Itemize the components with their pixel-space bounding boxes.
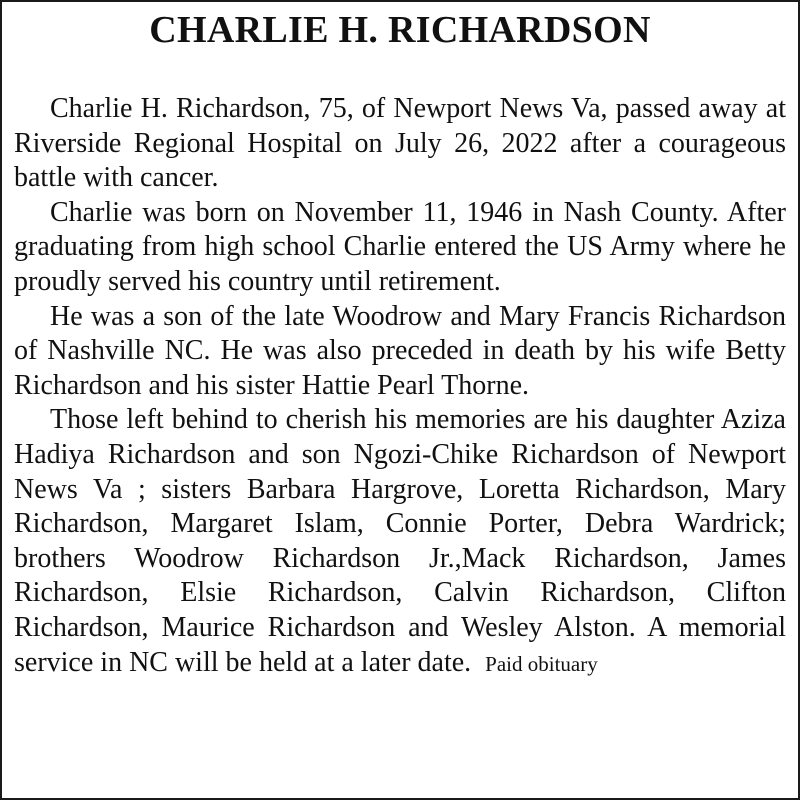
paragraph-survivors: [14, 403, 786, 681]
paragraph-family-preceded: He was a son of the late Woodrow and Mary Francis Richardson of Nashville NC. He was also preceded in death by his wife Betty Richardson and his sister Hattie Pearl Thorne.: [14, 300, 786, 401]
obituary-title: CHARLIE H. RICHARDSON: [149, 9, 651, 51]
obituary-body: [14, 92, 786, 681]
paragraph-early-life: Charlie was born on November 11, 1946 in Nash County. After graduating from high school Charlie entered the US Army where he proudly served his country until retirement.: [14, 196, 786, 297]
paragraph-announcement: Charlie H. Richardson, 75, of Newport News Va, passed away at Riverside Regional Hospital on July 26, 2022 after a courageous battle with cancer.: [14, 93, 786, 194]
paid-obituary-label: Paid obituary: [485, 651, 598, 676]
survivors-text: Those left behind to cherish his memories are his daughter Aziza Hadiya Richardson and son Ngozi-Chike Richardson of Newport News Va ; sisters Barbara Hargrove, Loretta Richardson, Mary Richardson, Margaret Islam, Connie Porter, Debra Wardrick; brothers Woodrow Richardson Jr.,Mack Richardson, James Richardson, Elsie Richardson, Calvin Richardson, Clifton Richardson, Maurice Richardson and Wesley Alston. A memorial service in NC will be held at a later date.: [14, 404, 786, 678]
